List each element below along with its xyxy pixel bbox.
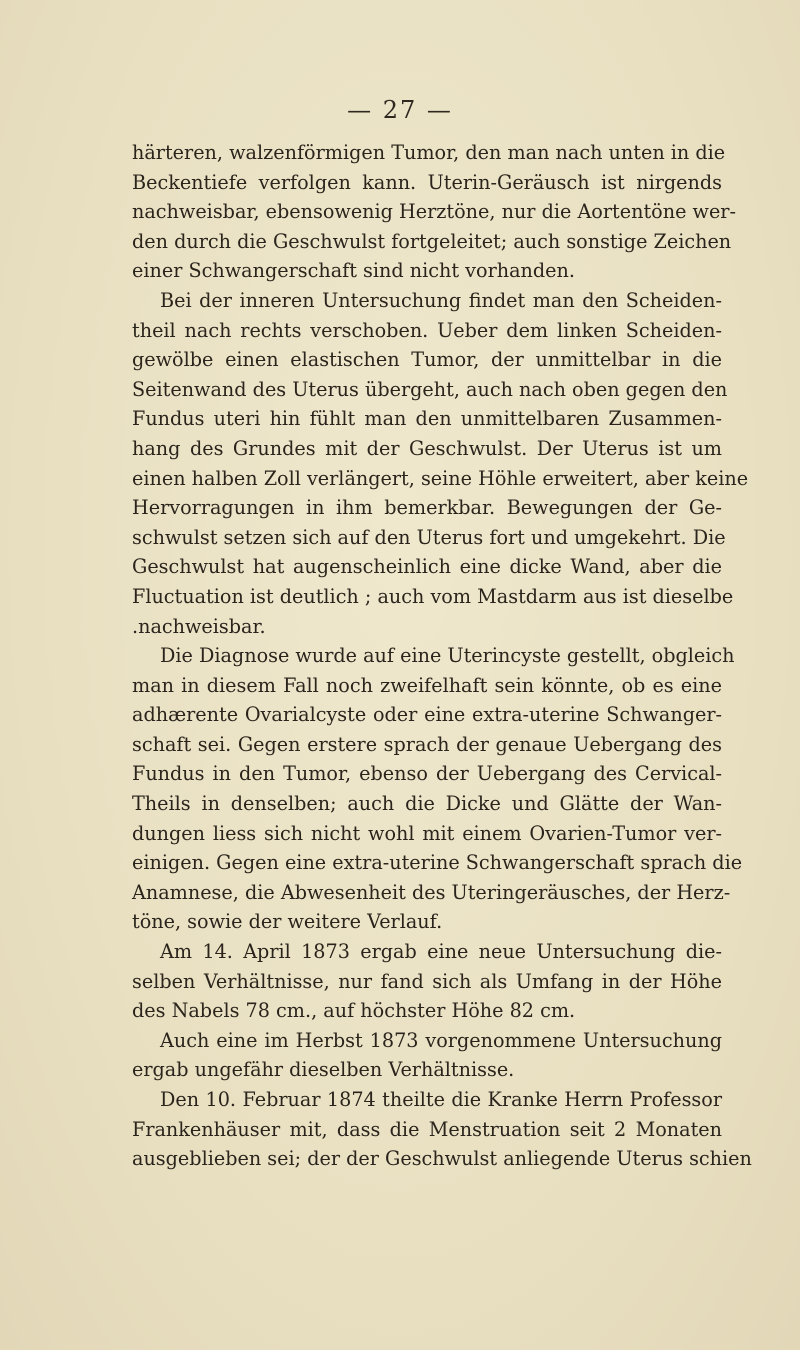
text-line: Seitenwand des Uterus übergeht, auch nach oben gegen den [132, 377, 728, 401]
text-line: einer Schwangerschaft sind nicht vorhanden. [132, 259, 575, 283]
text-line: .nachweisbar. [132, 614, 266, 638]
text-line: des Nabels 78 cm., auf höchster Höhe 82 cm. [132, 999, 576, 1023]
text-line: einigen. Gegen eine extra-uterine Schwangerschaft sprach die [132, 851, 743, 875]
text-line: Hervorragungen in ihm bemerkbar. Bewegungen der Ge- [132, 496, 722, 520]
text-line: selben Verhältnisse, nur fand sich als Umfang in der Höhe [132, 969, 722, 993]
paragraph [132, 138, 736, 286]
text-line: Den 10. Februar 1874 theilte die Kranke Herrn Professor [160, 1088, 722, 1111]
text-line: Frankenhäuser mit, dass die Menstruation seit 2 Monaten [132, 1117, 722, 1141]
text-line: härteren, walzenförmigen Tumor, den man nach unten in die [132, 141, 726, 164]
text-line: Theils in denselben; auch die Dicke und Glätte der Wan- [132, 792, 722, 816]
paragraph [132, 1085, 752, 1174]
text-line: Fundus in den Tumor, ebenso der Uebergang des Cervical- [132, 762, 722, 786]
text-line: theil nach rechts verschoben. Ueber dem linken Scheiden- [132, 318, 722, 342]
page-number: — 27 — [347, 96, 453, 124]
text-line: den durch die Geschwulst fortgeleitet; auch sonstige Zeichen [132, 229, 732, 253]
text-line: ausgeblieben sei; der der Geschwulst anliegende Uterus schien [132, 1147, 752, 1171]
text-line: Auch eine im Herbst 1873 vorgenommene Untersuchung [160, 1028, 722, 1052]
paragraph [132, 1026, 722, 1085]
paragraph [132, 937, 722, 1026]
text-line: Fluctuation ist deutlich ; auch vom Mastdarm aus ist dieselbe [132, 584, 734, 608]
text-line: adhærente Ovarialcyste oder eine extra-uterine Schwanger- [132, 703, 722, 727]
text-line: Bei der inneren Untersuchung findet man den Scheiden- [160, 288, 722, 312]
text-line: hang des Grundes mit der Geschwulst. Der Uterus ist um [132, 436, 722, 460]
body-text [132, 138, 752, 1174]
text-line: Die Diagnose wurde auf eine Uterincyste gestellt, obgleich [160, 644, 735, 668]
text-line: Anamnese, die Abwesenheit des Uteringeräusches, der Herz- [132, 880, 731, 904]
text-line: schaft sei. Gegen erstere sprach der genaue Uebergang des [132, 732, 722, 756]
text-line: ergab ungefähr dieselben Verhältnisse. [132, 1058, 515, 1082]
text-line: gewölbe einen elastischen Tumor, der unmittelbar in die [132, 348, 722, 372]
text-line: schwulst setzen sich auf den Uterus fort und umgekehrt. Die [132, 525, 726, 549]
text-line: einen halben Zoll verlängert, seine Höhle erweitert, aber keine [132, 466, 749, 490]
text-line: Fundus uteri hin fühlt man den unmittelbaren Zusammen- [132, 407, 722, 431]
text-line: Beckentiefe verfolgen kann. Uterin-Geräusch ist nirgends [132, 170, 722, 194]
text-line: nachweisbar, ebensowenig Herztöne, nur die Aortentöne wer- [132, 200, 736, 224]
paragraph [132, 286, 749, 641]
text-line: Am 14. April 1873 ergab eine neue Untersuchung die- [160, 940, 722, 964]
paragraph [132, 641, 743, 937]
text-line: töne, sowie der weitere Verlauf. [132, 910, 443, 934]
text-line: Geschwulst hat augenscheinlich eine dicke Wand, aber die [132, 555, 722, 579]
text-line: man in diesem Fall noch zweifelhaft sein könnte, ob es eine [132, 673, 722, 697]
text-line: dungen liess sich nicht wohl mit einem Ovarien-Tumor ver- [132, 821, 722, 845]
